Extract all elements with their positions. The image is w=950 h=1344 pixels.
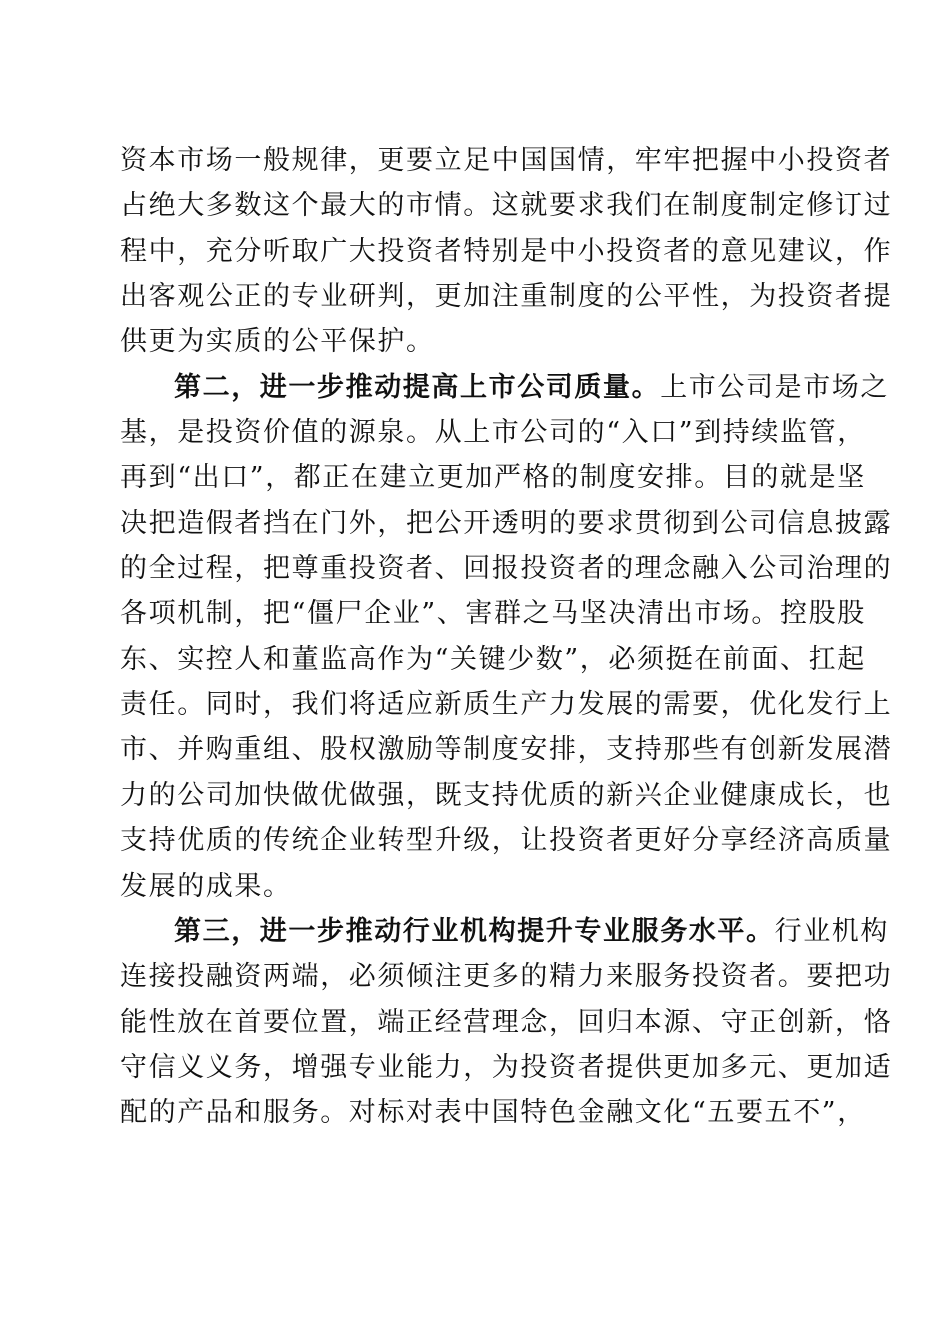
text-line: 连接投融资两端，必须倾注更多的精力来服务投资者。要把功	[120, 961, 893, 993]
text-line: 能性放在首要位置，端正经营理念，回归本源、守正创新，恪	[120, 1006, 893, 1038]
section-heading: 第二，进一步推动提高上市公司质量。	[174, 371, 661, 403]
section-heading: 第三，进一步推动行业机构提升专业服务水平。	[174, 915, 775, 947]
text-line: 责任。同时，我们将适应新质生产力发展的需要，优化发行上	[120, 689, 893, 721]
document-page	[120, 138, 893, 1136]
text-line: 的全过程，把尊重投资者、回报投资者的理念融入公司治理的	[120, 553, 893, 585]
text-run: 上市公司是市场之	[660, 371, 890, 403]
text-line: 占绝大多数这个最大的市情。这就要求我们在制度制定修订过	[120, 190, 893, 222]
text-line: 配的产品和服务。对标对表中国特色金融文化“五要五不”，	[120, 1097, 866, 1129]
paragraph-1	[120, 138, 893, 365]
text-line: 基，是投资价值的源泉。从上市公司的“入口”到持续监管，	[120, 417, 866, 449]
text-line: 东、实控人和董监高作为“关键少数”，必须挺在前面、扛起	[120, 643, 866, 675]
text-line: 力的公司加快做优做强，既支持优质的新兴企业健康成长，也	[120, 779, 893, 811]
text-line: 发展的成果。	[120, 870, 292, 902]
paragraph-3	[120, 909, 893, 1136]
text-line: 决把造假者挡在门外，把公开透明的要求贯彻到公司信息披露	[120, 507, 893, 539]
text-line: 程中，充分听取广大投资者特别是中小投资者的意见建议，作	[120, 235, 893, 267]
text-line: 再到“出口”，都正在建立更加严格的制度安排。目的就是坚	[120, 462, 866, 494]
paragraph-first-line	[120, 365, 890, 410]
text-run: 行业机构	[774, 915, 890, 947]
text-line: 供更为实质的公平保护。	[120, 326, 435, 358]
text-line: 守信义义务，增强专业能力，为投资者提供更加多元、更加适	[120, 1051, 893, 1083]
text-line: 各项机制，把“僵尸企业”、害群之马坚决清出市场。控股股	[120, 598, 866, 630]
text-line: 出客观公正的专业研判，更加注重制度的公平性，为投资者提	[120, 281, 893, 313]
text-line: 支持优质的传统企业转型升级，让投资者更好分享经济高质量	[120, 825, 893, 857]
paragraph-first-line	[120, 909, 890, 954]
text-line: 市、并购重组、股权激励等制度安排，支持那些有创新发展潜	[120, 734, 893, 766]
paragraph-2	[120, 365, 893, 909]
text-line: 资本市场一般规律，更要立足中国国情，牢牢把握中小投资者	[120, 145, 893, 176]
